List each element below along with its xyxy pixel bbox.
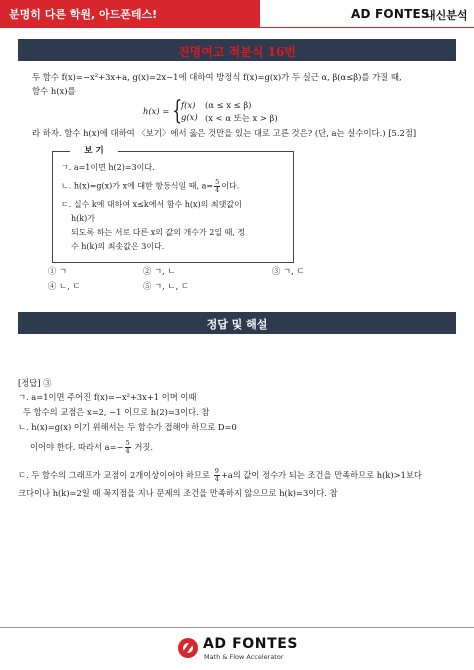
solution-line-6: 크다이나 h(k)=2일 때 꼭지점을 지나 문제의 조건을 만족하지 않으므로 h(k)=3이다. 참 [18,488,338,498]
fraction-denominator: 4 [215,186,220,194]
solution-line-5-tail: +a의 값이 정수가 되는 조건을 만족하므로 h(k)>1보다 [220,470,422,480]
bogi-item-3-line-c: 되도록 하는 서로 다른 x의 값의 개수가 2일 때, 정 [71,228,246,237]
bogi-label: 보 기 [70,145,118,157]
bogi-item-3-line-b: h(k)가 [71,214,95,223]
bogi-item-2-text: ㄴ. h(x)=g(x)가 x에 대한 항등식일 때, a= [61,181,214,191]
choice-3: ③ ㄱ, ㄷ [272,266,305,276]
bogi-box [52,151,294,263]
answer-title: 정답 및 해설 [206,318,268,331]
problem-line-2: 함수 h(x)를 [32,86,76,96]
solution-line-5-text: ㄷ. 두 함수의 그래프가 교점이 2개이상이어야 하므로 [18,470,211,480]
solution-line-5 [18,468,422,483]
answer-title-band [18,312,456,334]
fraction-denominator: 4 [214,475,219,483]
fraction-numerator: 9 [214,467,219,475]
problem-title-band [18,39,456,61]
bogi-item-1: ㄱ. a=1이면 h(2)=3이다. [61,163,155,172]
choice-5: ⑤ ㄱ, ㄴ, ㄷ [143,281,189,291]
solution-line-1: ㄱ. a=1이면 주어진 f(x)=−x²+3x+1 이며 이때 [18,392,197,402]
answer-key: [정답] ③ [18,378,52,388]
footer-tagline: Math & Flow Accelerator [204,653,284,661]
fraction [214,468,220,483]
page-header [0,0,474,28]
header-divider [0,27,474,28]
problem-question: 라 하자. 함수 h(x)에 대하여 〈보기〉에서 옳은 것만을 있는 대로 고른 것은? (단, a는 실수이다.) [5.2점] [32,128,417,138]
fraction-numerator: 5 [125,439,130,447]
fraction [125,440,131,455]
piecewise-row1-cond: (α ≤ x ≤ β) [205,100,252,110]
piecewise-brace: { [172,96,183,126]
piecewise-lhs: h(x) = [143,106,170,116]
problem-line-1: 두 함수 f(x)=−x²+3x+a, g(x)=2x−1에 대하여 방정식 f(x)=g(x)가 두 실근 α, β(α≤β)를 가질 때, [32,72,402,82]
fraction [214,179,220,194]
choice-4: ④ ㄴ, ㄷ [48,281,81,291]
fraction-denominator: 4 [125,447,130,455]
fraction-numerator: 5 [215,178,220,186]
piecewise-definition [143,96,293,126]
solution-line-4-text: 이어야 한다. 따라서 a=− [30,442,124,452]
piecewise-row2-cond: (x < α 또는 x > β) [205,113,278,123]
solution-line-2: 두 함수의 교점은 x=2, −1 이므로 h(2)=3이다. 참 [23,407,210,417]
header-red-bar [0,0,260,27]
bogi-item-3-line-d: 수 h(k)의 최솟값은 3이다. [71,242,165,251]
piecewise-row2-expr: g(x) [181,112,198,122]
header-slogan: 분명히 다른 학원, 아드폰테스! [9,8,158,21]
choice-1: ① ㄱ [48,266,68,276]
problem-title: 진명여고 적분식 16번 [178,45,296,59]
footer-divider [0,627,474,628]
brand-logo-icon [178,638,198,658]
bogi-item-2-tail: 이다. [221,181,240,191]
footer-logo: AD FONTES [203,636,299,652]
header-doc-kind: 내신분석 [425,9,468,22]
solution-line-3: ㄴ. h(x)=g(x) 이기 위해서는 두 함수가 접해야 하므로 D=0 [18,422,237,432]
bogi-item-2 [61,179,239,194]
choice-2: ② ㄱ, ㄴ [143,266,176,276]
solution-line-4 [30,440,153,455]
bogi-item-3-line-a: ㄷ. 실수 k에 대하여 x≤k에서 함수 h(x)의 최댓값이 [61,200,242,209]
piecewise-row1-expr: f(x) [181,100,196,110]
header-logo: AD FONTES [351,7,430,21]
solution-line-4-tail: 거짓. [134,442,153,452]
